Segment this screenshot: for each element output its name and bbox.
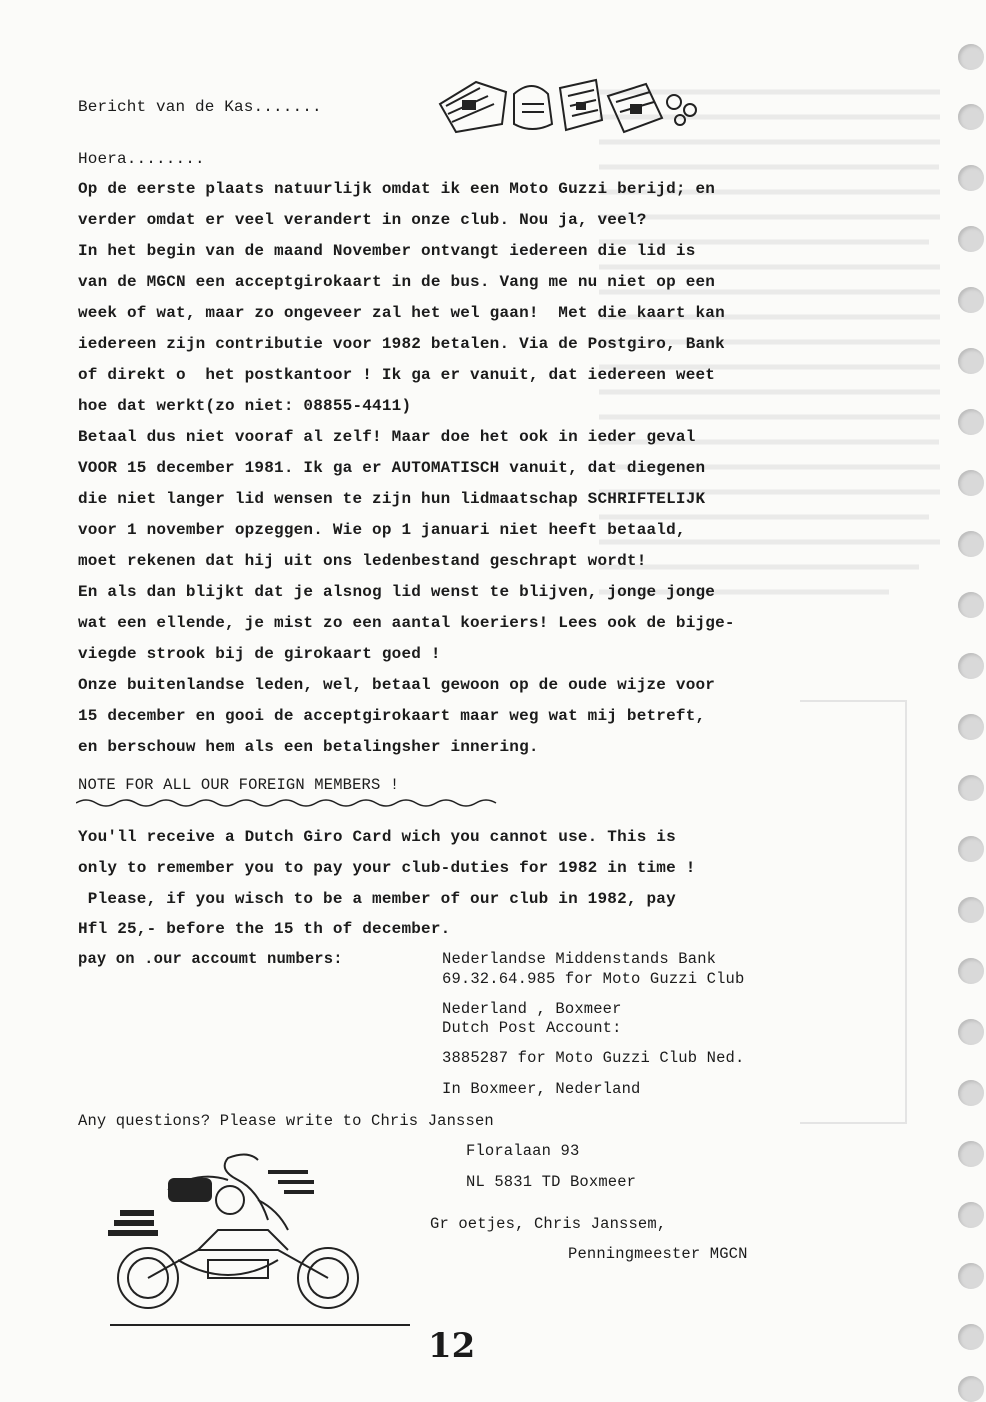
contact-street: Floralaan 93 bbox=[466, 1142, 580, 1160]
binding-hole bbox=[958, 165, 984, 191]
binding-hole bbox=[958, 470, 984, 496]
account-line: 3885287 for Moto Guzzi Club Ned. bbox=[442, 1049, 745, 1067]
binding-hole bbox=[958, 409, 984, 435]
body-line: VOOR 15 december 1981. Ik ga er AUTOMATISCH vanuit, dat diegenen bbox=[78, 459, 706, 477]
page-number: 12 bbox=[428, 1326, 476, 1366]
body-line: 15 december en gooi de acceptgirokaart maar weg wat mij betreft, bbox=[78, 707, 706, 725]
binding-hole bbox=[958, 1141, 984, 1167]
binding-hole bbox=[958, 44, 984, 70]
footer-rule bbox=[110, 1324, 410, 1326]
body-line: Op de eerste plaats natuurlijk omdat ik een Moto Guzzi berijd; en bbox=[78, 180, 716, 198]
body-line: iedereen zijn contributie voor 1982 betalen. Via de Postgiro, Bank bbox=[78, 335, 725, 353]
contact-question: Any questions? Please write to Chris Janssen bbox=[78, 1112, 494, 1130]
foreign-line: Hfl 25,- before the 15 th of december. bbox=[78, 920, 451, 938]
foreign-line: You'll receive a Dutch Giro Card wich you cannot use. This is bbox=[78, 828, 676, 846]
account-line: Nederland , Boxmeer bbox=[442, 1000, 622, 1018]
binding-hole bbox=[958, 775, 984, 801]
binding-hole bbox=[958, 104, 984, 130]
pay-label: pay on .our accoumt numbers: bbox=[78, 950, 343, 968]
body-line: voor 1 november opzeggen. Wie op 1 januari niet heeft betaald, bbox=[78, 521, 686, 539]
signoff-role: Penningmeester MGCN bbox=[568, 1245, 748, 1263]
binding-hole bbox=[958, 1376, 984, 1402]
motorcycle-rider-icon bbox=[108, 1150, 408, 1320]
binding-hole bbox=[958, 592, 984, 618]
bleed-through-box bbox=[800, 700, 907, 1124]
body-line: van de MGCN een acceptgirokaart in de bus. Vang me nu niet op een bbox=[78, 273, 716, 291]
body-line: hoe dat werkt(zo niet: 08855-4411) bbox=[78, 397, 412, 415]
body-line: en berschouw hem als een betalingsher innering. bbox=[78, 738, 539, 756]
binding-hole bbox=[958, 287, 984, 313]
body-line: viegde strook bij de girokaart goed ! bbox=[78, 645, 441, 663]
body-line: Betaal dus niet vooraf al zelf! Maar doe het ook in ieder geval bbox=[78, 428, 696, 446]
body-line: verder omdat er veel verandert in onze club. Nou ja, veel? bbox=[78, 211, 647, 229]
account-line: Dutch Post Account: bbox=[442, 1019, 622, 1037]
body-line: wat een ellende, je mist zo een aantal koeriers! Lees ook de bijge- bbox=[78, 614, 735, 632]
account-line: Nederlandse Middenstands Bank bbox=[442, 950, 717, 968]
contact-city: NL 5831 TD Boxmeer bbox=[466, 1173, 637, 1191]
wavy-underline bbox=[76, 796, 506, 808]
binding-hole bbox=[958, 958, 984, 984]
foreign-note-heading: NOTE FOR ALL OUR FOREIGN MEMBERS ! bbox=[78, 776, 400, 794]
money-bags-icon bbox=[436, 74, 706, 136]
account-line: 69.32.64.985 for Moto Guzzi Club bbox=[442, 970, 745, 988]
body-line: week of wat, maar zo ongeveer zal het wel gaan! Met die kaart kan bbox=[78, 304, 725, 322]
body-line: die niet langer lid wensen te zijn hun lidmaatschap SCHRIFTELIJK bbox=[78, 490, 706, 508]
binding-hole bbox=[958, 836, 984, 862]
binding-hole bbox=[958, 226, 984, 252]
greeting-text: Hoera........ bbox=[78, 150, 205, 168]
foreign-line: only to remember you to pay your club-duties for 1982 in time ! bbox=[78, 859, 696, 877]
binding-hole bbox=[958, 348, 984, 374]
binding-holes bbox=[946, 0, 986, 1402]
page-title: Bericht van de Kas....... bbox=[78, 98, 322, 116]
body-line: Onze buitenlandse leden, wel, betaal gewoon op de oude wijze voor bbox=[78, 676, 716, 694]
binding-hole bbox=[958, 1019, 984, 1045]
binding-hole bbox=[958, 714, 984, 740]
binding-hole bbox=[958, 1263, 984, 1289]
binding-hole bbox=[958, 653, 984, 679]
foreign-line: Please, if you wisch to be a member of our club in 1982, pay bbox=[78, 890, 676, 908]
signoff-greeting: Gr oetjes, Chris Janssem, bbox=[430, 1215, 667, 1233]
body-line: In het begin van de maand November ontvangt iedereen die lid is bbox=[78, 242, 696, 260]
binding-hole bbox=[958, 897, 984, 923]
body-line: of direkt o het postkantoor ! Ik ga er vanuit, dat iedereen weet bbox=[78, 366, 716, 384]
binding-hole bbox=[958, 1202, 984, 1228]
body-line: moet rekenen dat hij uit ons ledenbestand geschrapt wordt! bbox=[78, 552, 647, 570]
binding-hole bbox=[958, 1324, 984, 1350]
binding-hole bbox=[958, 531, 984, 557]
body-line: En als dan blijkt dat je alsnog lid wenst te blijven, jonge jonge bbox=[78, 583, 716, 601]
binding-hole bbox=[958, 1080, 984, 1106]
account-line: In Boxmeer, Nederland bbox=[442, 1080, 641, 1098]
